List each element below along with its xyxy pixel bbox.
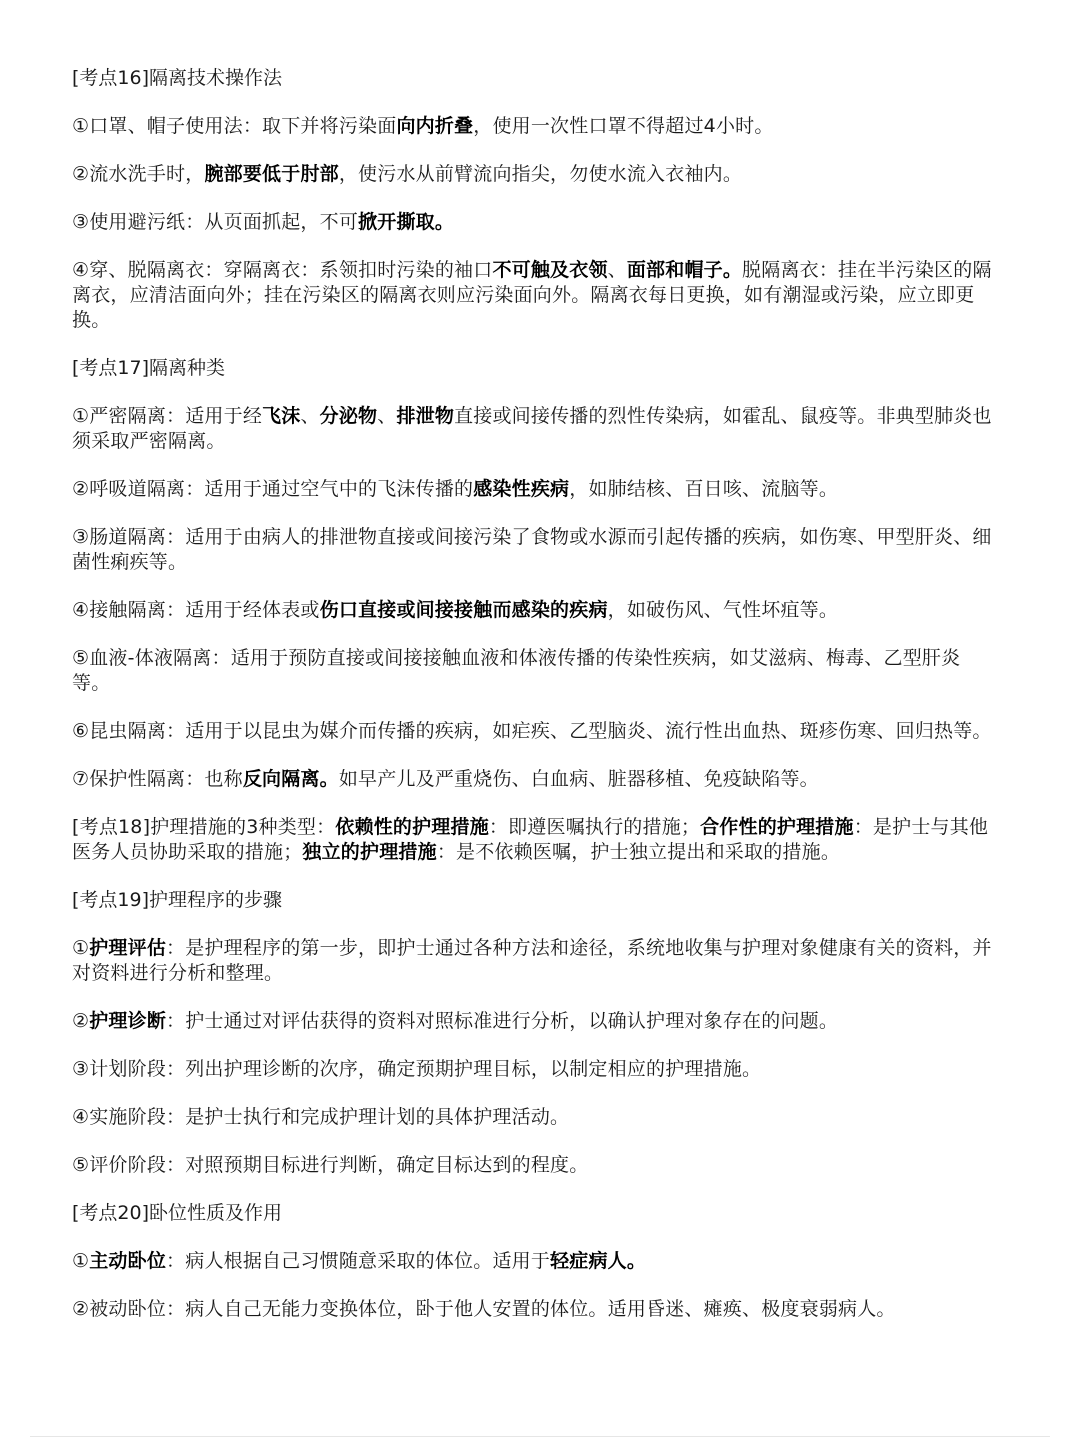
- text-segment: 、: [377, 405, 397, 427]
- paragraph: [72, 646, 992, 696]
- text-segment: ⑥昆虫隔离：适用于以昆虫为媒介而传播的疾病，如疟疾、乙型脑炎、流行性出血热、斑疹伤寒、回归热等。: [72, 720, 992, 742]
- bold-text: 合作性的护理措施: [700, 816, 854, 838]
- paragraph: [72, 210, 992, 235]
- bold-text: 依赖性的护理措施: [335, 816, 489, 838]
- text-segment: 如早产儿及严重烧伤、白血病、脏器移植、免疫缺陷等。: [338, 768, 819, 790]
- bold-text: 护理诊断: [89, 1010, 167, 1032]
- paragraph: [72, 719, 992, 744]
- bold-text: 反向隔离。: [242, 768, 339, 790]
- paragraph: [72, 1153, 992, 1178]
- section-heading: [72, 1201, 992, 1226]
- paragraph: [72, 114, 992, 139]
- bold-text: 向内折叠: [396, 115, 474, 137]
- text-segment: [考点16]隔离技术操作法: [72, 67, 283, 89]
- text-segment: ②流水洗手时，: [72, 163, 205, 185]
- bold-text: 面部和帽子。: [626, 259, 743, 281]
- bottom-divider: [30, 1436, 1050, 1437]
- text-segment: ④实施阶段：是护士执行和完成护理计划的具体护理活动。: [72, 1106, 570, 1128]
- text-segment: ③肠道隔离：适用于由病人的排泄物直接或间接污染了食物或水源而引起传播的疾病，如伤寒、甲型肝炎、细菌性痢疾等。: [72, 526, 992, 573]
- bold-text: 独立的护理措施: [302, 841, 437, 863]
- text-segment: ：是护理程序的第一步，即护士通过各种方法和途径，系统地收集与护理对象健康有关的资料，并对资料进行分析和整理。: [72, 937, 992, 984]
- text-segment: ⑤评价阶段：对照预期目标进行判断，确定目标达到的程度。: [72, 1154, 589, 1176]
- text-segment: ：是不依赖医嘱，护士独立提出和采取的措施。: [436, 841, 841, 863]
- paragraph: [72, 1105, 992, 1130]
- text-segment: ②: [72, 1010, 90, 1032]
- text-segment: ③计划阶段：列出护理诊断的次序，确定预期护理目标，以制定相应的护理措施。: [72, 1058, 762, 1080]
- text-segment: ②被动卧位：病人自己无能力变换体位，卧于他人安置的体位。适用昏迷、瘫痪、极度衰弱病人。: [72, 1298, 896, 1320]
- paragraph: [72, 598, 992, 623]
- text-segment: ，使污水从前臂流向指尖，勿使水流入衣袖内。: [338, 163, 743, 185]
- paragraph: [72, 162, 992, 187]
- text-segment: 直接或间接传播的烈性传染病，如霍乱、鼠疫等。非典型肺炎也须采取严密隔离。: [72, 405, 992, 452]
- bold-text: 腕部要低于肘部: [204, 163, 339, 185]
- text-segment: 、: [300, 405, 320, 427]
- bold-text: 主动卧位: [89, 1250, 167, 1272]
- text-segment: ①严密隔离：适用于经: [72, 405, 263, 427]
- paragraph: [72, 1009, 992, 1034]
- paragraph: [72, 477, 992, 502]
- bold-text: 轻症病人。: [550, 1250, 647, 1272]
- bold-text: 感染性疾病: [473, 478, 570, 500]
- paragraph: [72, 404, 992, 454]
- text-segment: ：病人根据自己习惯随意采取的体位。适用于: [166, 1250, 551, 1272]
- paragraph: [72, 936, 992, 986]
- section-heading: [72, 888, 992, 913]
- bold-text: 护理评估: [89, 937, 167, 959]
- bold-text: 伤口直接或间接接触而感染的疾病: [319, 599, 608, 621]
- document-body: [72, 66, 992, 1345]
- paragraph: [72, 1249, 992, 1274]
- text-segment: ⑦保护性隔离：也称: [72, 768, 243, 790]
- text-segment: ，如破伤风、气性坏疽等。: [607, 599, 839, 621]
- text-segment: ③使用避污纸：从页面抓起，不可: [72, 211, 359, 233]
- paragraph: [72, 525, 992, 575]
- text-segment: ，使用一次性口罩不得超过4小时。: [473, 115, 774, 137]
- section-heading: [72, 66, 992, 91]
- text-segment: ⑤血液-体液隔离：适用于预防直接或间接接触血液和体液传播的传染性疾病，如艾滋病、梅毒、乙型肝炎等。: [72, 647, 961, 694]
- text-segment: ④穿、脱隔离衣：穿隔离衣：系领扣时污染的袖口: [72, 259, 493, 281]
- text-segment: 、: [607, 259, 627, 281]
- text-segment: ②呼吸道隔离：适用于通过空气中的飞沫传播的: [72, 478, 474, 500]
- text-segment: [考点18]护理措施的3种类型：: [72, 816, 336, 838]
- text-segment: ①: [72, 1250, 90, 1272]
- bold-text: 飞沫: [262, 405, 301, 427]
- paragraph: [72, 815, 992, 865]
- text-segment: ，如肺结核、百日咳、流脑等。: [569, 478, 839, 500]
- paragraph: [72, 767, 992, 792]
- text-segment: [考点19]护理程序的步骤: [72, 889, 283, 911]
- bold-text: 分泌物: [319, 405, 378, 427]
- text-segment: ①: [72, 937, 90, 959]
- paragraph: [72, 1057, 992, 1082]
- text-segment: [考点17]隔离种类: [72, 357, 226, 379]
- text-segment: ①口罩、帽子使用法：取下并将污染面: [72, 115, 397, 137]
- paragraph: [72, 1297, 992, 1322]
- text-segment: 脱隔离衣：挂在半污染区的隔离衣，应清洁面向外；挂在污染区的隔离衣则应污染面向外。隔离衣每日更换，如有潮湿或污染，应立即更换。: [72, 259, 992, 331]
- section-heading: [72, 356, 992, 381]
- bold-text: 掀开撕取。: [358, 211, 455, 233]
- text-segment: ：护士通过对评估获得的资料对照标准进行分析，以确认护理对象存在的问题。: [166, 1010, 839, 1032]
- text-segment: ：即遵医嘱执行的措施；: [488, 816, 701, 838]
- text-segment: [考点20]卧位性质及作用: [72, 1202, 283, 1224]
- bold-text: 不可触及衣领: [492, 259, 608, 281]
- text-segment: ：是护士与其他医务人员协助采取的措施；: [72, 816, 989, 863]
- paragraph: [72, 258, 992, 333]
- bold-text: 排泄物: [396, 405, 455, 427]
- text-segment: ④接触隔离：适用于经体表或: [72, 599, 320, 621]
